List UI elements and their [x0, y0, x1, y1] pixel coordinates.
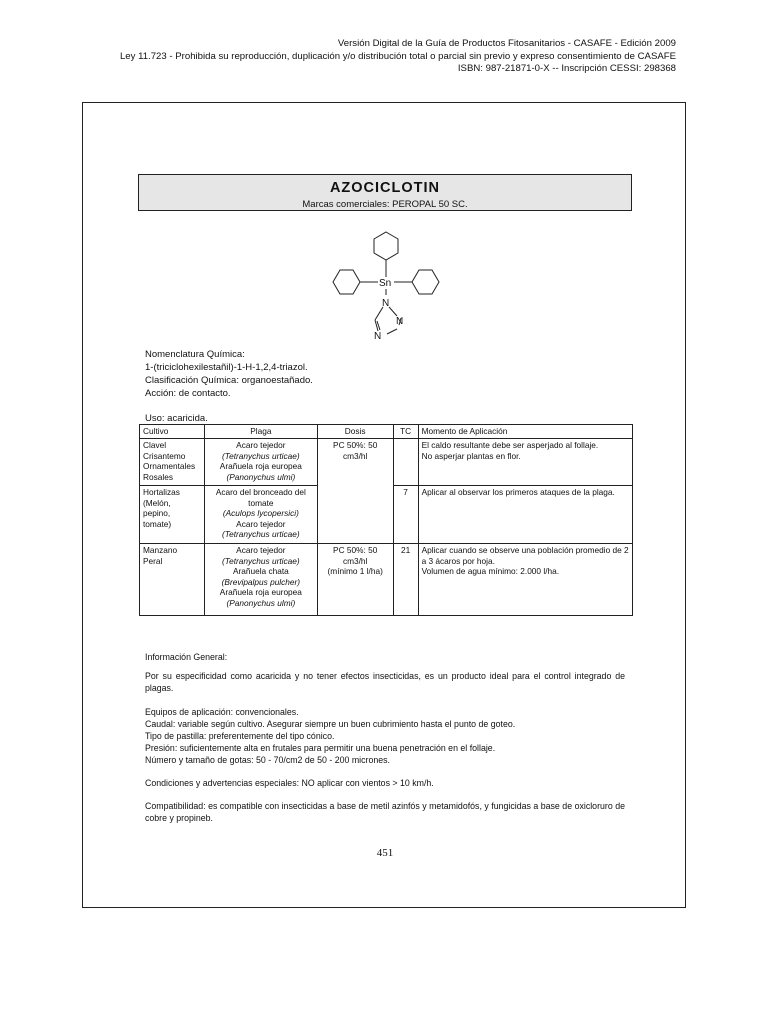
- col-header-momento: Momento de Aplicación: [418, 425, 632, 439]
- plaga-common-name: Arañuela roja europea: [219, 461, 302, 471]
- cultivo-line: Manzano: [143, 545, 178, 555]
- info-general-intro: Por su especificidad como acaricida y no tener efectos insecticidas, es un producto ideal para el control integrado de plagas.: [145, 671, 625, 693]
- dosis-line: (mínimo 1 l/ha): [327, 566, 383, 576]
- momento-line: Aplicar al observar los primeros ataques de la plaga.: [421, 487, 615, 497]
- condiciones-advertencias: Condiciones y advertencias especiales: NO aplicar con vientos > 10 km/h.: [145, 778, 434, 788]
- equipos-aplicacion: Equipos de aplicación: convencionales.: [145, 707, 299, 717]
- plaga-scientific-name: (Panonychus ulmi): [226, 597, 296, 608]
- col-header-cultivo: Cultivo: [140, 425, 205, 439]
- plaga-scientific-name: (Tetranychus urticae): [222, 555, 300, 566]
- header-line-2: Ley 11.723 - Prohibida su reproducción, duplicación y/o distribución total o parcial sin previo y expreso consentimiento de CASAFE: [119, 50, 676, 62]
- cultivo-line: Peral: [143, 555, 163, 566]
- tipo-pastilla: Tipo de pastilla: preferentemente del tipo cónico.: [145, 731, 335, 741]
- plaga-scientific-name: (Panonychus ulmi): [226, 471, 296, 482]
- dosis-line: PC 50%: 50: [333, 545, 378, 555]
- cultivo-line: Crisantemo: [143, 450, 186, 461]
- table-row: [140, 544, 633, 616]
- product-title-box: [138, 174, 632, 211]
- plaga-scientific-name: (Tetranychus urticae): [222, 450, 300, 461]
- momento-line: No asperjar plantas en flor.: [421, 450, 521, 461]
- cell-dosis: [317, 439, 393, 544]
- plaga-common-name: Acaro del bronceado del: [215, 487, 306, 497]
- cyclohexyl-ring-left: [333, 270, 360, 294]
- page-number: 451: [376, 847, 394, 859]
- plaga-scientific-name: (Aculops lycopersici): [222, 508, 299, 518]
- header-line-1: Versión Digital de la Guía de Productos Fitosanitarios - CASAFE - Edición 2009: [337, 38, 676, 49]
- cell-cultivo: [140, 439, 205, 486]
- cyclohexyl-ring-top: [374, 232, 398, 260]
- nitrogen-label-2: N: [396, 316, 404, 327]
- cell-plaga: [204, 486, 317, 544]
- momento-line: El caldo resultante debe ser asperjado al follaje.: [421, 440, 599, 450]
- col-header-tc: TC: [393, 425, 418, 439]
- col-header-plaga: Plaga: [204, 425, 317, 439]
- brand-names: Marcas comerciales: PEROPAL 50 SC.: [302, 199, 468, 210]
- plaga-common-name: tomate: [248, 497, 274, 508]
- cultivo-line: Clavel: [143, 440, 167, 450]
- usage-table: [139, 424, 633, 616]
- cell-dosis: [317, 544, 393, 616]
- cultivo-line: Ornamentales: [143, 461, 196, 471]
- nitrogen-label-3: N: [374, 331, 382, 342]
- momento-line: Volumen de agua mínimo: 2.000 l/ha.: [421, 566, 560, 576]
- cultivo-line: pepino,: [143, 508, 171, 518]
- dosis-line: cm3/hl: [342, 450, 368, 461]
- cell-plaga: [204, 544, 317, 616]
- info-general-heading: Información General:: [145, 652, 228, 662]
- momento-line: Aplicar cuando se observe una población promedio de 2 a 3 ácaros por hoja.: [421, 545, 629, 566]
- clasificacion-quimica: Clasificación Química: organoestañado.: [145, 375, 313, 386]
- plaga-common-name: Acaro tejedor: [236, 545, 286, 555]
- cultivo-line: Rosales: [143, 471, 173, 482]
- cyclohexyl-ring-right: [412, 270, 439, 294]
- dosis-line: PC 50%: 50: [333, 440, 378, 450]
- header-line-3: ISBN: 987-21871-0-X -- Inscripción CESSI: 298368: [457, 63, 676, 74]
- nomenclatura-label: Nomenclatura Química:: [145, 349, 245, 360]
- application-details: [145, 706, 625, 766]
- accion: Acción: de contacto.: [145, 388, 231, 399]
- chemical-info-section: [145, 348, 313, 400]
- document-header: [120, 38, 676, 76]
- col-header-dosis: Dosis: [317, 425, 393, 439]
- cell-cultivo: [140, 486, 205, 544]
- cell-plaga: [204, 439, 317, 486]
- nitrogen-label-1: N: [382, 298, 390, 309]
- cell-momento: [418, 486, 632, 544]
- cultivo-line: tomate): [143, 518, 172, 529]
- plaga-common-name: Acaro tejedor: [236, 440, 286, 450]
- numero-tamano-gotas: Número y tamaño de gotas: 50 - 70/cm2 de 50 - 200 micrones.: [145, 755, 390, 765]
- cell-momento: [418, 439, 632, 486]
- table-row: [140, 439, 633, 486]
- page-frame: [82, 102, 686, 908]
- uso: Uso: acaricida.: [145, 413, 208, 424]
- cell-tc: 21: [393, 544, 418, 616]
- usage-table-header-row: [140, 425, 633, 439]
- tin-atom-label: Sn: [379, 278, 392, 289]
- dosis-line: cm3/hl: [342, 555, 368, 566]
- presion: Presión: suficientemente alta en frutales para permitir una buena penetración en el follaje.: [145, 743, 496, 753]
- caudal: Caudal: variable según cultivo. Asegurar siempre un buen cubrimiento hasta el punto de goteo.: [145, 719, 516, 729]
- plaga-common-name: Arañuela roja europea: [219, 587, 302, 597]
- plaga-scientific-name: (Brevipalpus pulcher): [221, 576, 301, 587]
- cultivo-line: (Melón,: [143, 497, 171, 508]
- chemical-structure-diagram: [331, 228, 441, 343]
- cell-tc: [393, 439, 418, 486]
- plaga-scientific-name: (Tetranychus urticae): [222, 529, 300, 539]
- cell-momento: [418, 544, 632, 616]
- compatibilidad: Compatibilidad: es compatible con insecticidas a base de metil azinfós y metamidofós, y fungicidas a base de oxicloruro de cobre y propineb.: [145, 801, 625, 823]
- plaga-common-name: Arañuela chata: [232, 566, 289, 576]
- cultivo-line: Hortalizas: [143, 487, 180, 497]
- cell-cultivo: [140, 544, 205, 616]
- plaga-common-name: Acaro tejedor: [236, 518, 286, 529]
- product-title: AZOCICLOTIN: [329, 180, 441, 196]
- cell-tc: 7: [393, 486, 418, 544]
- nomenclatura-value: 1-(triciclohexilestañil)-1-H-1,2,4-triazol.: [145, 362, 308, 373]
